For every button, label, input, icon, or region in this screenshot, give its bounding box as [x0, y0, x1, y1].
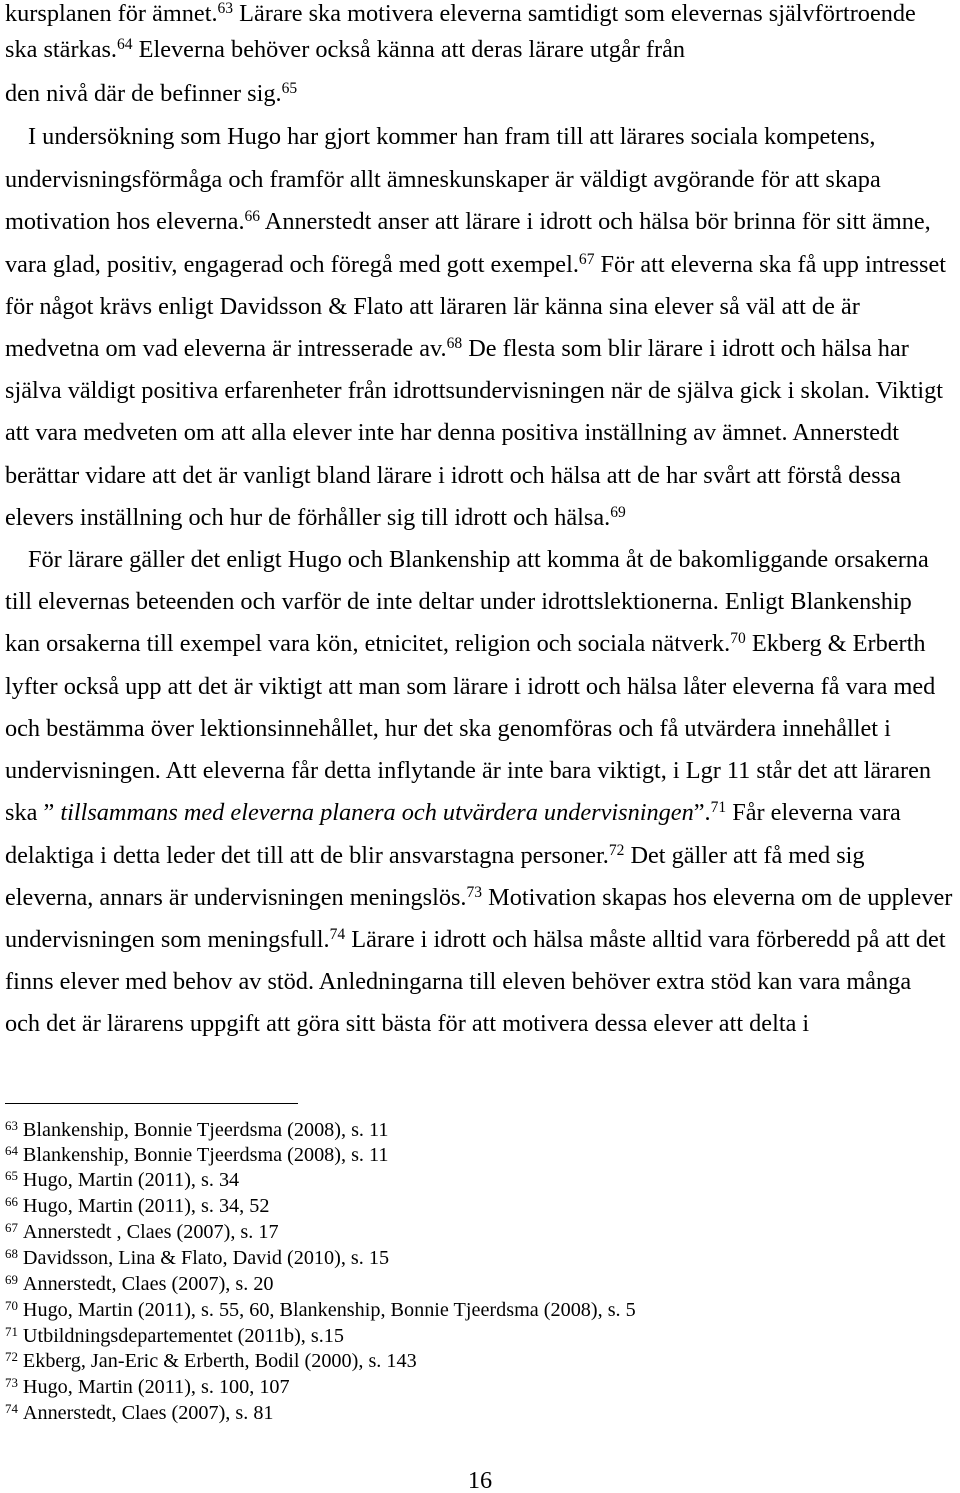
footnote-number: 66 — [5, 1193, 18, 1209]
body-line — [5, 36, 685, 64]
body-line — [5, 842, 865, 870]
footnote-text: Annerstedt, Claes (2007), s. 20 — [22, 1273, 274, 1295]
footnote-text: Blankenship, Bonnie Tjeerdsma (2008), s. 11 — [22, 1119, 389, 1141]
footnote — [5, 1220, 279, 1244]
footnote-text: Hugo, Martin (2011), s. 55, 60, Blankenship, Bonnie Tjeerdsma (2008), s. 5 — [22, 1299, 636, 1321]
line-text: Lärare ska motivera eleverna samtidigt som elevernas självförtroende — [233, 0, 916, 27]
footnote-ref: 71 — [710, 799, 727, 817]
footnote-number: 74 — [5, 1400, 18, 1416]
body-line — [5, 757, 931, 785]
body-line — [5, 462, 901, 490]
line-text: till elevernas beteenden och varför de inte deltar under idrottslektionerna. Enligt Blankenship — [5, 588, 912, 615]
footnote-number: 63 — [5, 1117, 18, 1133]
body-line — [5, 926, 946, 954]
line-text: ska ” — [5, 799, 61, 826]
body-line — [5, 335, 909, 363]
footnote-ref: 73 — [466, 884, 483, 902]
line-text: eleverna, annars är undervisningen meningslös. — [5, 884, 467, 911]
body-line — [5, 968, 911, 996]
line-text: att vara medveten om att alla elever inte har denna positiva inställning av ämnet. Annerstedt — [5, 419, 899, 446]
body-line — [5, 377, 943, 405]
footnote-ref: 64 — [117, 36, 133, 54]
footnote-text: Hugo, Martin (2011), s. 34, 52 — [22, 1195, 270, 1217]
footnote-ref: 69 — [610, 504, 626, 522]
footnote-text: Annerstedt , Claes (2007), s. 17 — [22, 1221, 279, 1243]
footnote — [5, 1349, 417, 1373]
line-text: och det är lärarens uppgift att göra sitt bästa för att motivera dessa elever att delta i — [5, 1010, 810, 1037]
footnote-ref: 63 — [217, 0, 234, 18]
footnote — [5, 1375, 290, 1399]
body-line — [5, 251, 946, 279]
line-text: och bestämma över lektionsinnehållet, hur det ska genomföras och få utvärdera innehållet i — [5, 715, 891, 742]
body-line — [5, 504, 626, 532]
line-text: elevers inställning och hur de förhåller sig till idrott och hälsa. — [5, 504, 611, 531]
footnote — [5, 1118, 388, 1142]
footnote — [5, 1272, 274, 1296]
body-line — [5, 0, 916, 28]
footnote-separator — [5, 1103, 298, 1104]
line-text: Eleverna behöver också känna att deras lärare utgår från — [132, 36, 686, 63]
line-text: Annerstedt anser att lärare i idrott och hälsa bör brinna för sitt ämne, — [260, 208, 931, 235]
body-line — [5, 630, 926, 658]
line-text: berättar vidare att det är vanligt bland lärare i idrott och hälsa att de har svårt att förstå dessa — [5, 462, 901, 489]
footnote — [5, 1168, 239, 1192]
body-line — [5, 884, 952, 912]
body-line — [5, 588, 912, 616]
footnote-ref: 70 — [730, 630, 746, 648]
page-number: 16 — [467, 1467, 493, 1493]
body-line — [5, 208, 931, 236]
body-line — [28, 546, 929, 574]
body-line — [28, 123, 875, 151]
line-text: lyfter också upp att det är viktigt att man som lärare i idrott och hälsa låter eleverna få vara med — [5, 673, 936, 700]
body-line — [5, 673, 935, 701]
line-text: själva väldigt positiva erfarenheter från idrottsundervisningen när de själva gick i skolan. Viktigt — [5, 377, 943, 404]
footnote — [5, 1401, 274, 1425]
line-text: vara glad, positiv, engagerad och föregå med gott exempel. — [5, 251, 579, 278]
line-text: För lärare gäller det enligt Hugo och Blankenship att komma åt de bakomliggande orsakerna — [28, 546, 929, 573]
line-text: undervisningen som meningsfull. — [5, 926, 330, 953]
footnote-text: Blankenship, Bonnie Tjeerdsma (2008), s. 11 — [22, 1144, 389, 1166]
footnote-ref: 67 — [578, 251, 595, 269]
footnote — [5, 1246, 389, 1270]
footnote-number: 65 — [5, 1167, 18, 1183]
footnote-number: 73 — [5, 1374, 18, 1390]
footnote-text: Ekberg, Jan-Eric & Erberth, Bodil (2000), s. 143 — [22, 1350, 417, 1372]
footnote-ref: 74 — [329, 926, 346, 944]
footnote-ref: 66 — [244, 208, 261, 226]
body-line — [5, 799, 901, 827]
line-text: De flesta som blir lärare i idrott och hälsa har — [462, 335, 909, 362]
line-text: Det gäller att få med sig — [624, 842, 865, 869]
footnote-text: Utbildningsdepartementet (2011b), s.15 — [22, 1325, 344, 1347]
body-line — [5, 80, 297, 108]
body-line — [5, 1010, 809, 1038]
footnote — [5, 1298, 636, 1322]
body-line — [5, 293, 860, 321]
footnote-text: Hugo, Martin (2011), s. 34 — [22, 1169, 240, 1191]
footnote-number: 70 — [5, 1297, 18, 1313]
footnote-ref: 68 — [446, 335, 463, 353]
line-text: undervisningsförmåga och framför allt ämneskunskaper är väldigt avgörande för att skapa — [5, 166, 881, 193]
line-text: Lärare i idrott och hälsa måste alltid vara förberedd på att det — [345, 926, 946, 953]
footnote — [5, 1143, 388, 1167]
line-text: kursplanen för ämnet. — [5, 0, 218, 27]
line-text: ”. — [693, 799, 711, 826]
line-text: undervisningen. Att eleverna får detta inflytande är inte bara viktigt, i Lgr 11 står det att läraren — [5, 757, 932, 784]
line-text: I undersökning som Hugo har gjort kommer han fram till att lärares sociala kompetens, — [28, 123, 876, 150]
line-text: för något krävs enligt Davidsson & Flato att läraren lär känna sina elever så väl att de är — [5, 293, 860, 320]
footnote-ref: 72 — [608, 842, 625, 860]
body-line — [5, 166, 881, 194]
footnote — [5, 1194, 269, 1218]
line-text: Får eleverna vara — [726, 799, 901, 826]
footnote-number: 69 — [5, 1271, 18, 1287]
line-text: ska stärkas. — [5, 36, 118, 63]
body-line — [5, 419, 899, 447]
quoted-text: tillsammans med eleverna planera och utvärdera undervisningen — [60, 799, 694, 826]
body-line — [5, 715, 891, 743]
line-text: motivation hos eleverna. — [5, 208, 245, 235]
line-text: den nivå där de befinner sig. — [5, 80, 282, 107]
line-text: Ekberg & Erberth — [745, 630, 926, 657]
footnote-text: Hugo, Martin (2011), s. 100, 107 — [22, 1376, 290, 1398]
line-text: kan orsakerna till exempel vara kön, etnicitet, religion och sociala nätverk. — [5, 630, 731, 657]
line-text: delaktiga i detta leder det till att de blir ansvarstagna personer. — [5, 842, 609, 869]
line-text: För att eleverna ska få upp intresset — [594, 251, 946, 278]
footnote-ref: 65 — [281, 80, 298, 98]
line-text: medvetna om vad eleverna är intresserade av. — [5, 335, 447, 362]
footnote-number: 71 — [5, 1323, 18, 1339]
line-text: Motivation skapas hos eleverna om de upplever — [482, 884, 953, 911]
line-text: finns elever med behov av stöd. Anledningarna till eleven behöver extra stöd kan vara många — [5, 968, 912, 995]
footnote-number: 68 — [5, 1245, 18, 1261]
footnote-text: Annerstedt, Claes (2007), s. 81 — [22, 1402, 274, 1424]
footnote-number: 67 — [5, 1219, 18, 1235]
footnote — [5, 1324, 344, 1348]
footnote-text: Davidsson, Lina & Flato, David (2010), s. 15 — [22, 1247, 390, 1269]
footnote-number: 72 — [5, 1348, 18, 1364]
footnote-number: 64 — [5, 1142, 18, 1158]
